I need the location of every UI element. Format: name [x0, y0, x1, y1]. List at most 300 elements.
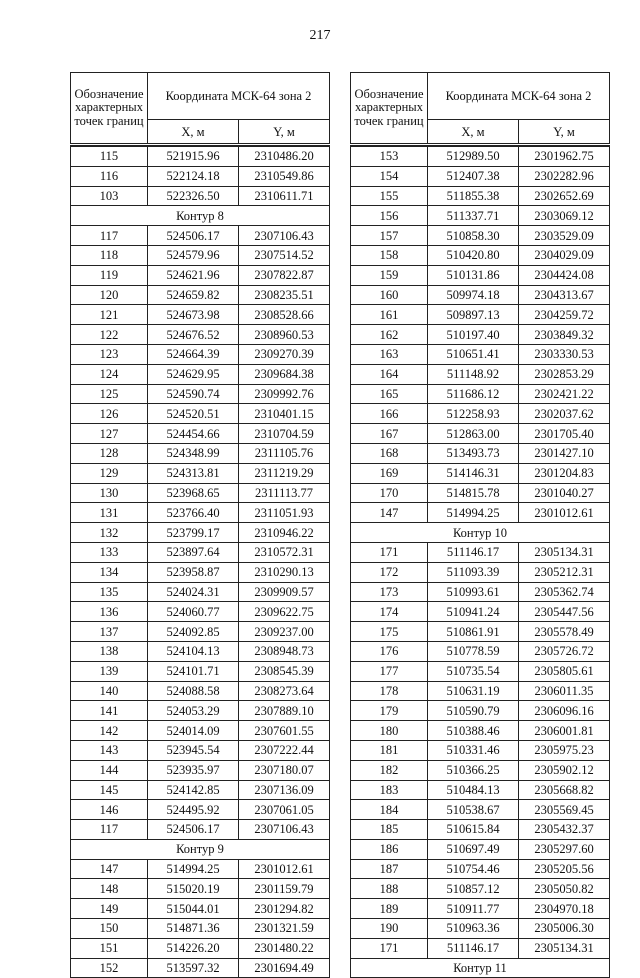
x-cell: 510941.24 [428, 602, 519, 622]
point-cell: 175 [351, 622, 428, 642]
x-cell: 510778.59 [428, 641, 519, 661]
table-row [71, 958, 330, 978]
table-row [71, 265, 330, 285]
table-row [351, 938, 610, 958]
y-cell: 2305362.74 [519, 582, 610, 602]
x-cell: 513493.73 [428, 443, 519, 463]
point-cell: 139 [71, 661, 148, 681]
point-cell: 122 [71, 325, 148, 345]
table-row [71, 226, 330, 246]
y-cell: 2311113.77 [239, 483, 330, 503]
table-body-left [71, 145, 330, 978]
y-cell: 2305668.82 [519, 780, 610, 800]
y-cell: 2305297.60 [519, 839, 610, 859]
point-cell: 126 [71, 404, 148, 424]
y-cell: 2305205.56 [519, 859, 610, 879]
point-cell: 147 [71, 859, 148, 879]
table-row [351, 859, 610, 879]
y-cell: 2302853.29 [519, 364, 610, 384]
coordinates-table-right [350, 72, 610, 978]
table-row [71, 641, 330, 661]
y-cell: 2304424.08 [519, 265, 610, 285]
x-cell: 524014.09 [148, 721, 239, 741]
x-cell: 524506.17 [148, 226, 239, 246]
x-cell: 510131.86 [428, 265, 519, 285]
table-row [351, 740, 610, 760]
page-number: 217 [309, 28, 331, 43]
table-row [71, 879, 330, 899]
table-row [351, 147, 610, 167]
point-cell: 147 [351, 503, 428, 523]
x-cell: 524053.29 [148, 701, 239, 721]
y-cell: 2303069.12 [519, 206, 610, 226]
table-row [71, 364, 330, 384]
x-cell: 524092.85 [148, 622, 239, 642]
table-row [71, 820, 330, 840]
point-cell: 131 [71, 503, 148, 523]
y-cell: 2311051.93 [239, 503, 330, 523]
point-cell: 127 [71, 424, 148, 444]
x-cell: 510197.40 [428, 325, 519, 345]
y-cell: 2302282.96 [519, 166, 610, 186]
y-cell: 2310401.15 [239, 404, 330, 424]
x-cell: 523897.64 [148, 542, 239, 562]
point-cell: 117 [71, 226, 148, 246]
table-row [71, 780, 330, 800]
point-cell: 155 [351, 186, 428, 206]
point-cell: 145 [71, 780, 148, 800]
y-cell: 2305134.31 [519, 542, 610, 562]
table-row [71, 305, 330, 325]
x-cell: 524088.58 [148, 681, 239, 701]
point-cell: 124 [71, 364, 148, 384]
point-cell: 158 [351, 245, 428, 265]
x-cell: 511337.71 [428, 206, 519, 226]
y-cell: 2301694.49 [239, 958, 330, 978]
table-row [351, 443, 610, 463]
x-cell: 511093.39 [428, 562, 519, 582]
table-row [351, 245, 610, 265]
y-cell: 2305569.45 [519, 800, 610, 820]
x-cell: 514871.36 [148, 919, 239, 939]
y-cell: 2308273.64 [239, 681, 330, 701]
y-cell: 2309909.57 [239, 582, 330, 602]
y-cell: 2305578.49 [519, 622, 610, 642]
table-row [351, 265, 610, 285]
table-row [71, 147, 330, 167]
x-cell: 514994.25 [428, 503, 519, 523]
y-cell: 2303849.32 [519, 325, 610, 345]
point-cell: 185 [351, 820, 428, 840]
point-cell: 150 [71, 919, 148, 939]
x-cell: 511146.17 [428, 542, 519, 562]
x-cell: 523935.97 [148, 760, 239, 780]
y-cell: 2304313.67 [519, 285, 610, 305]
point-cell: 123 [71, 344, 148, 364]
point-cell: 153 [351, 147, 428, 167]
x-cell: 523766.40 [148, 503, 239, 523]
point-cell: 144 [71, 760, 148, 780]
table-row [351, 820, 610, 840]
table-row [351, 919, 610, 939]
y-cell: 2311219.29 [239, 463, 330, 483]
x-cell: 511855.38 [428, 186, 519, 206]
point-cell: 186 [351, 839, 428, 859]
table-row [71, 859, 330, 879]
point-cell: 182 [351, 760, 428, 780]
x-cell: 510858.30 [428, 226, 519, 246]
x-cell: 510857.12 [428, 879, 519, 899]
point-cell: 117 [71, 820, 148, 840]
y-cell: 2305212.31 [519, 562, 610, 582]
coordinates-table-left [70, 72, 330, 978]
table-row [71, 483, 330, 503]
table-row [351, 721, 610, 741]
y-cell: 2304259.72 [519, 305, 610, 325]
table-row [351, 681, 610, 701]
y-header: Y, м [519, 120, 610, 145]
point-cell: 169 [351, 463, 428, 483]
y-cell: 2301159.79 [239, 879, 330, 899]
x-cell: 524579.96 [148, 245, 239, 265]
x-cell: 510631.19 [428, 681, 519, 701]
point-cell: 189 [351, 899, 428, 919]
table-row [351, 879, 610, 899]
table-body-right [351, 145, 610, 978]
x-cell: 524659.82 [148, 285, 239, 305]
y-cell: 2305805.61 [519, 661, 610, 681]
table-row [71, 701, 330, 721]
table-row [71, 622, 330, 642]
point-cell: 156 [351, 206, 428, 226]
x-cell: 510861.91 [428, 622, 519, 642]
x-cell: 524495.92 [148, 800, 239, 820]
y-cell: 2301040.27 [519, 483, 610, 503]
y-cell: 2305726.72 [519, 641, 610, 661]
x-cell: 512258.93 [428, 404, 519, 424]
x-cell: 510963.36 [428, 919, 519, 939]
point-cell: 130 [71, 483, 148, 503]
y-cell: 2301427.10 [519, 443, 610, 463]
table-row [351, 384, 610, 404]
table-row [351, 899, 610, 919]
x-cell: 510993.61 [428, 582, 519, 602]
y-cell: 2307822.87 [239, 265, 330, 285]
table-row [351, 404, 610, 424]
y-cell: 2301204.83 [519, 463, 610, 483]
point-cell: 187 [351, 859, 428, 879]
y-cell: 2302421.22 [519, 384, 610, 404]
y-cell: 2307061.05 [239, 800, 330, 820]
point-cell: 120 [71, 285, 148, 305]
point-cell: 161 [351, 305, 428, 325]
table-row [71, 899, 330, 919]
y-cell: 2308235.51 [239, 285, 330, 305]
x-cell: 524104.13 [148, 641, 239, 661]
y-cell: 2309622.75 [239, 602, 330, 622]
table-row [351, 839, 610, 859]
y-cell: 2310486.20 [239, 147, 330, 167]
point-cell: 140 [71, 681, 148, 701]
table-row [351, 364, 610, 384]
x-cell: 524313.81 [148, 463, 239, 483]
x-cell: 509897.13 [428, 305, 519, 325]
x-cell: 510366.25 [428, 760, 519, 780]
contour-label: Контур 8 [71, 206, 330, 226]
x-cell: 511146.17 [428, 938, 519, 958]
point-cell: 190 [351, 919, 428, 939]
table-row [351, 285, 610, 305]
x-cell: 524520.51 [148, 404, 239, 424]
table-row [71, 404, 330, 424]
point-cell: 133 [71, 542, 148, 562]
contour-row [351, 958, 610, 978]
point-cell: 146 [71, 800, 148, 820]
y-cell: 2309992.76 [239, 384, 330, 404]
y-cell: 2310549.86 [239, 166, 330, 186]
points-header: Обозначение характерных точек границ [351, 73, 428, 145]
y-cell: 2303330.53 [519, 344, 610, 364]
table-row [351, 503, 610, 523]
contour-label: Контур 10 [351, 523, 610, 543]
x-cell: 524590.74 [148, 384, 239, 404]
table-row [351, 542, 610, 562]
table-row [71, 186, 330, 206]
coordinate-system-header: Координата МСК-64 зона 2 [428, 73, 610, 120]
point-cell: 118 [71, 245, 148, 265]
points-header: Обозначение характерных точек границ [71, 73, 148, 145]
table-row [71, 740, 330, 760]
x-cell: 510735.54 [428, 661, 519, 681]
x-cell: 511148.92 [428, 364, 519, 384]
table-row [351, 166, 610, 186]
table-row [351, 562, 610, 582]
y-cell: 2305432.37 [519, 820, 610, 840]
x-cell: 510388.46 [428, 721, 519, 741]
y-cell: 2310946.22 [239, 523, 330, 543]
x-cell: 514994.25 [148, 859, 239, 879]
point-cell: 135 [71, 582, 148, 602]
y-cell: 2301012.61 [519, 503, 610, 523]
table-row [351, 701, 610, 721]
table-row [71, 463, 330, 483]
point-cell: 116 [71, 166, 148, 186]
x-cell: 510590.79 [428, 701, 519, 721]
y-cell: 2301480.22 [239, 938, 330, 958]
y-cell: 2305134.31 [519, 938, 610, 958]
point-cell: 177 [351, 661, 428, 681]
x-cell: 524101.71 [148, 661, 239, 681]
x-cell: 510331.46 [428, 740, 519, 760]
y-cell: 2304970.18 [519, 899, 610, 919]
table-row [351, 325, 610, 345]
x-header: X, м [148, 120, 239, 145]
x-cell: 510538.67 [428, 800, 519, 820]
y-cell: 2307136.09 [239, 780, 330, 800]
y-cell: 2306011.35 [519, 681, 610, 701]
y-cell: 2301012.61 [239, 859, 330, 879]
table-row [351, 463, 610, 483]
table-row [351, 186, 610, 206]
x-cell: 524629.95 [148, 364, 239, 384]
y-cell: 2301321.59 [239, 919, 330, 939]
table-row [351, 582, 610, 602]
table-row [351, 622, 610, 642]
x-cell: 521915.96 [148, 147, 239, 167]
point-cell: 134 [71, 562, 148, 582]
table-row [71, 443, 330, 463]
x-cell: 515020.19 [148, 879, 239, 899]
table-row [71, 503, 330, 523]
x-cell: 512989.50 [428, 147, 519, 167]
table-row [71, 938, 330, 958]
point-cell: 188 [351, 879, 428, 899]
point-cell: 171 [351, 542, 428, 562]
table-row [351, 641, 610, 661]
table-row [71, 325, 330, 345]
y-cell: 2309684.38 [239, 364, 330, 384]
point-cell: 172 [351, 562, 428, 582]
table-row [71, 245, 330, 265]
point-cell: 141 [71, 701, 148, 721]
table-row [351, 424, 610, 444]
y-cell: 2307222.44 [239, 740, 330, 760]
point-cell: 163 [351, 344, 428, 364]
point-cell: 148 [71, 879, 148, 899]
table-row [71, 681, 330, 701]
y-header: Y, м [239, 120, 330, 145]
x-cell: 524676.52 [148, 325, 239, 345]
table-row [71, 285, 330, 305]
point-cell: 167 [351, 424, 428, 444]
point-cell: 132 [71, 523, 148, 543]
point-cell: 154 [351, 166, 428, 186]
point-cell: 115 [71, 147, 148, 167]
x-cell: 511686.12 [428, 384, 519, 404]
coordinate-system-header: Координата МСК-64 зона 2 [148, 73, 330, 120]
y-cell: 2307514.52 [239, 245, 330, 265]
y-cell: 2301294.82 [239, 899, 330, 919]
point-cell: 149 [71, 899, 148, 919]
contour-label: Контур 9 [71, 839, 330, 859]
y-cell: 2308960.53 [239, 325, 330, 345]
y-cell: 2307106.43 [239, 820, 330, 840]
table-row [71, 602, 330, 622]
point-cell: 103 [71, 186, 148, 206]
point-cell: 157 [351, 226, 428, 246]
table-row [71, 800, 330, 820]
point-cell: 160 [351, 285, 428, 305]
table-row [351, 760, 610, 780]
y-cell: 2302037.62 [519, 404, 610, 424]
y-cell: 2301962.75 [519, 147, 610, 167]
x-cell: 510420.80 [428, 245, 519, 265]
y-cell: 2306001.81 [519, 721, 610, 741]
y-cell: 2307601.55 [239, 721, 330, 741]
point-cell: 162 [351, 325, 428, 345]
y-cell: 2308528.66 [239, 305, 330, 325]
y-cell: 2309237.00 [239, 622, 330, 642]
point-cell: 119 [71, 265, 148, 285]
point-cell: 181 [351, 740, 428, 760]
x-cell: 522326.50 [148, 186, 239, 206]
x-cell: 513597.32 [148, 958, 239, 978]
point-cell: 137 [71, 622, 148, 642]
x-cell: 515044.01 [148, 899, 239, 919]
point-cell: 136 [71, 602, 148, 622]
point-cell: 178 [351, 681, 428, 701]
point-cell: 166 [351, 404, 428, 424]
x-cell: 510697.49 [428, 839, 519, 859]
table-row [351, 206, 610, 226]
point-cell: 165 [351, 384, 428, 404]
table-row [71, 562, 330, 582]
x-cell: 524060.77 [148, 602, 239, 622]
table-row [71, 919, 330, 939]
y-cell: 2310290.13 [239, 562, 330, 582]
x-cell: 524664.39 [148, 344, 239, 364]
x-cell: 514146.31 [428, 463, 519, 483]
point-cell: 179 [351, 701, 428, 721]
point-cell: 168 [351, 443, 428, 463]
x-cell: 509974.18 [428, 285, 519, 305]
x-cell: 510651.41 [428, 344, 519, 364]
table-row [71, 582, 330, 602]
table-row [351, 661, 610, 681]
x-cell: 510484.13 [428, 780, 519, 800]
y-cell: 2305050.82 [519, 879, 610, 899]
point-cell: 138 [71, 641, 148, 661]
table-row [71, 384, 330, 404]
point-cell: 159 [351, 265, 428, 285]
point-cell: 176 [351, 641, 428, 661]
x-cell: 512863.00 [428, 424, 519, 444]
x-cell: 523799.17 [148, 523, 239, 543]
x-cell: 524348.99 [148, 443, 239, 463]
point-cell: 171 [351, 938, 428, 958]
y-cell: 2302652.69 [519, 186, 610, 206]
x-header: X, м [428, 120, 519, 145]
y-cell: 2307106.43 [239, 226, 330, 246]
point-cell: 125 [71, 384, 148, 404]
x-cell: 522124.18 [148, 166, 239, 186]
contour-row [351, 523, 610, 543]
x-cell: 524673.98 [148, 305, 239, 325]
point-cell: 183 [351, 780, 428, 800]
table-row [71, 424, 330, 444]
y-cell: 2308948.73 [239, 641, 330, 661]
table-row [351, 602, 610, 622]
table-row [71, 542, 330, 562]
y-cell: 2305902.12 [519, 760, 610, 780]
point-cell: 174 [351, 602, 428, 622]
y-cell: 2305006.30 [519, 919, 610, 939]
x-cell: 523945.54 [148, 740, 239, 760]
x-cell: 524621.96 [148, 265, 239, 285]
point-cell: 184 [351, 800, 428, 820]
point-cell: 128 [71, 443, 148, 463]
y-cell: 2308545.39 [239, 661, 330, 681]
y-cell: 2309270.39 [239, 344, 330, 364]
x-cell: 512407.38 [428, 166, 519, 186]
table-row [71, 523, 330, 543]
point-cell: 142 [71, 721, 148, 741]
x-cell: 524024.31 [148, 582, 239, 602]
y-cell: 2307180.07 [239, 760, 330, 780]
table-row [351, 305, 610, 325]
table-row [351, 780, 610, 800]
contour-row [71, 206, 330, 226]
